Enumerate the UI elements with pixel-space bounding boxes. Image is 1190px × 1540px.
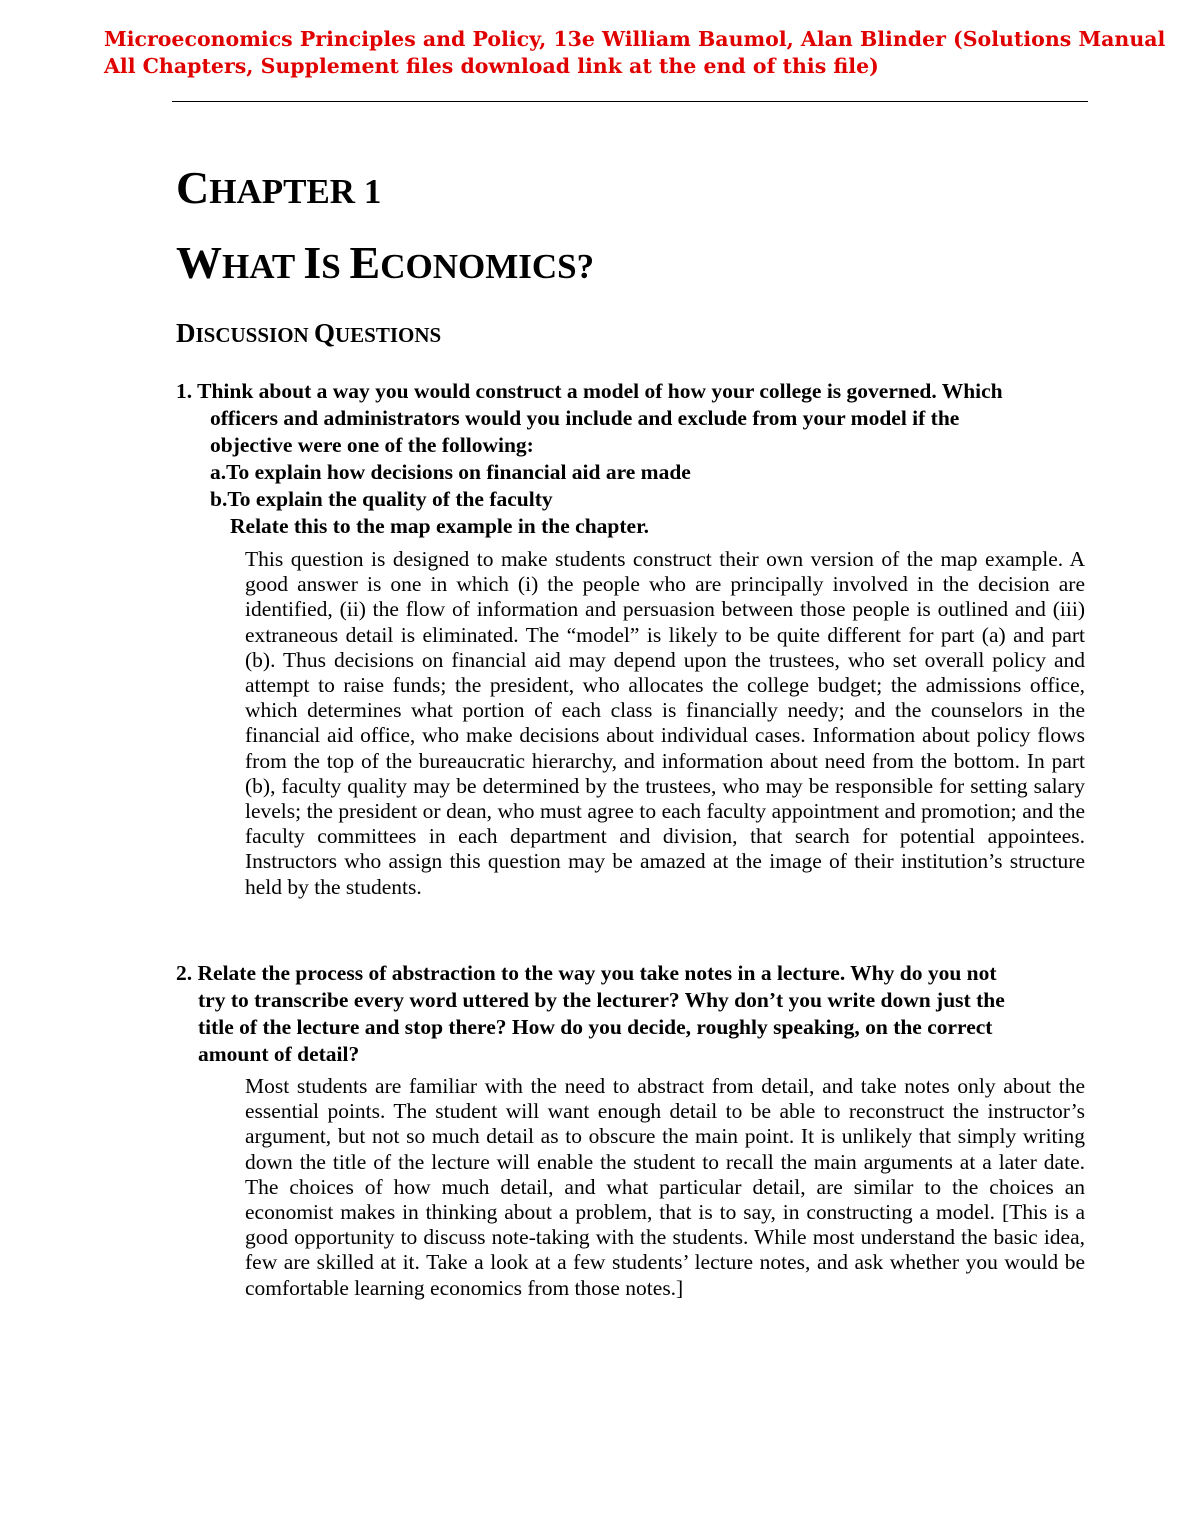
section-heading: DISCUSSION QUESTIONS bbox=[176, 318, 442, 348]
header-rule bbox=[172, 101, 1088, 102]
question-option-a: a.To explain how decisions on financial aid are made bbox=[210, 460, 691, 484]
answer-2: Most students are familiar with the need to abstract from detail, and take notes only about the essential points. The student will want enough detail to be able to reconstruct the instructor’s argument, but not so much detail as to obscure the main point. It is unlikely that simply writing down the title of the lecture will enable the student to recall the main arguments at a later date. The choices of how much detail, and what particular detail, are similar to the choices an economist makes in thinking about a problem, that is to say, in constructing a model. [This is a good opportunity to discuss note-taking with the students. While most understand the basic idea, few are skilled at it. Take a look at a few students’ lecture notes, and ask whether you would be comfortable learning economics from those notes.] bbox=[245, 1074, 1085, 1300]
question-line: 1. Think about a way you would construct a model of how your college is governed. Which bbox=[176, 379, 1003, 403]
question-line: officers and administrators would you include and exclude from your model if the bbox=[210, 406, 960, 430]
banner-line-2: All Chapters, Supplement files download link at the end of this file) bbox=[104, 54, 879, 78]
question-line: try to transcribe every word uttered by the lecturer? Why don’t you write down just the bbox=[198, 988, 1005, 1012]
question-line: objective were one of the following: bbox=[210, 433, 534, 457]
download-banner bbox=[104, 26, 1166, 80]
question-1 bbox=[176, 378, 1003, 540]
question-2 bbox=[176, 960, 1005, 1068]
question-line: title of the lecture and stop there? How do you decide, roughly speaking, on the correct bbox=[198, 1015, 993, 1039]
banner-line-1: Microeconomics Principles and Policy, 13e William Baumol, Alan Blinder (Solutions Manual bbox=[104, 27, 1166, 51]
question-line: Relate this to the map example in the chapter. bbox=[230, 514, 650, 538]
question-option-b: b.To explain the quality of the faculty bbox=[210, 487, 553, 511]
question-line: amount of detail? bbox=[198, 1042, 360, 1066]
chapter-title: WHAT IS ECONOMICS? bbox=[176, 237, 595, 288]
chapter-number: CHAPTER 1 bbox=[176, 162, 382, 213]
answer-1: This question is designed to make students construct their own version of the map example. A good answer is one in which (i) the people who are principally involved in the decision are identified, (ii) the flow of information and persuasion between those people is outlined and (iii) extraneous detail is eliminated. The “model” is likely to be quite different for part (a) and part (b). Thus decisions on financial aid may depend upon the trustees, who set overall policy and attempt to raise funds; the president, who allocates the college budget; the admissions office, which determines what portion of each class is financially needy; and the counselors in the financial aid office, who make decisions about individual cases. Information about policy flows from the top of the bureaucratic hierarchy, and information about need from the bottom. In part (b), faculty quality may be determined by the trustees, who may be responsible for setting salary levels; the president or dean, who must agree to each faculty appointment and promotion; and the faculty committees in each department and division, that search for potential appointees. Instructors who assign this question may be amazed at the image of their institution’s structure held by the students. bbox=[245, 547, 1085, 899]
question-line: 2. Relate the process of abstraction to the way you take notes in a lecture. Why do you not bbox=[176, 961, 997, 985]
